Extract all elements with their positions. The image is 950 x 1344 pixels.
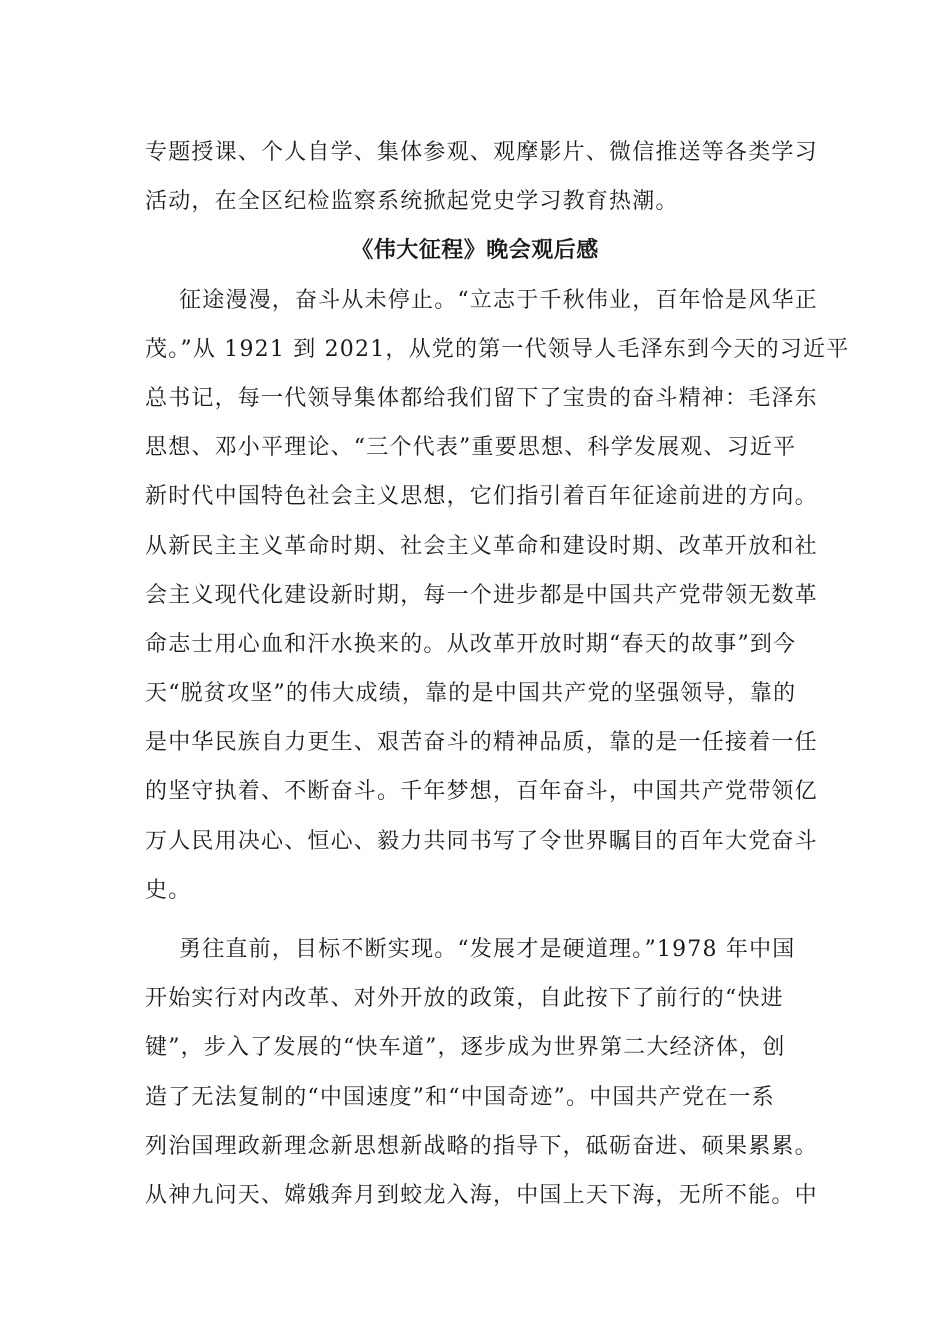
paragraph-2-line: 勇往直前，目标不断实现。“发展才是硬道理。”1978 年中国 bbox=[179, 937, 796, 962]
paragraph-1-line: 总书记，每一代领导集体都给我们留下了宝贵的奋斗精神：毛泽东 bbox=[145, 385, 818, 411]
paragraph-2-line: 造了无法复制的“中国速度”和“中国奇迹”。中国共产党在一系 bbox=[145, 1084, 775, 1110]
intro-line: 活动，在全区纪检监察系统掀起党史学习教育热潮。 bbox=[145, 189, 679, 215]
paragraph-1-line: 命志士用心血和汗水换来的。从改革开放时期“春天的故事”到今 bbox=[145, 631, 797, 657]
paragraph-1-line: 茂。”从 1921 到 2021，从党的第一代领导人毛泽东到今天的习近平 bbox=[145, 336, 850, 362]
paragraph-1-line: 是中华民族自力更生、艰苦奋斗的精神品质，靠的是一任接着一任 bbox=[145, 730, 818, 756]
paragraph-1-line: 的坚守执着、不断奋斗。千年梦想，百年奋斗，中国共产党带领亿 bbox=[145, 779, 818, 805]
article-title: 《伟大征程》晚会观后感 bbox=[351, 237, 599, 264]
paragraph-1-line: 会主义现代化建设新时期，每一个进步都是中国共产党带领无数革 bbox=[145, 582, 818, 608]
paragraph-1-line: 史。 bbox=[145, 877, 192, 903]
paragraph-1-line: 从新民主主义革命时期、社会主义革命和建设时期、改革开放和社 bbox=[145, 533, 818, 559]
paragraph-1-line: 万人民用决心、恒心、毅力共同书写了令世界瞩目的百年大党奋斗 bbox=[145, 828, 818, 854]
paragraph-1-line: 天“脱贫攻坚”的伟大成绩，靠的是中国共产党的坚强领导，靠的 bbox=[145, 681, 797, 707]
paragraph-2-line: 从神九问天、嫦娥奔月到蛟龙入海，中国上天下海，无所不能。中 bbox=[145, 1182, 818, 1208]
paragraph-2-line: 列治国理政新理念新思想新战略的指导下，砥砺奋进、硕果累累。 bbox=[145, 1133, 818, 1159]
paragraph-1-line: 新时代中国特色社会主义思想，它们指引着百年征途前进的方向。 bbox=[145, 484, 818, 510]
intro-line: 专题授课、个人自学、集体参观、观摩影片、微信推送等各类学习 bbox=[145, 140, 818, 165]
paragraph-spacer bbox=[145, 915, 805, 925]
paragraph-1-line: 思想、邓小平理论、“三个代表”重要思想、科学发展观、习近平 bbox=[145, 435, 797, 461]
document-body bbox=[145, 128, 850, 1220]
paragraph-2-line: 开始实行对内改革、对外开放的政策，自此按下了前行的“快进 bbox=[145, 986, 784, 1012]
paragraph-1-line: 征途漫漫，奋斗从未停止。“立志于千秋伟业，百年恰是风华正 bbox=[179, 287, 818, 313]
paragraph-2-line: 键”，步入了发展的“快车道”，逐步成为世界第二大经济体，创 bbox=[145, 1035, 786, 1061]
